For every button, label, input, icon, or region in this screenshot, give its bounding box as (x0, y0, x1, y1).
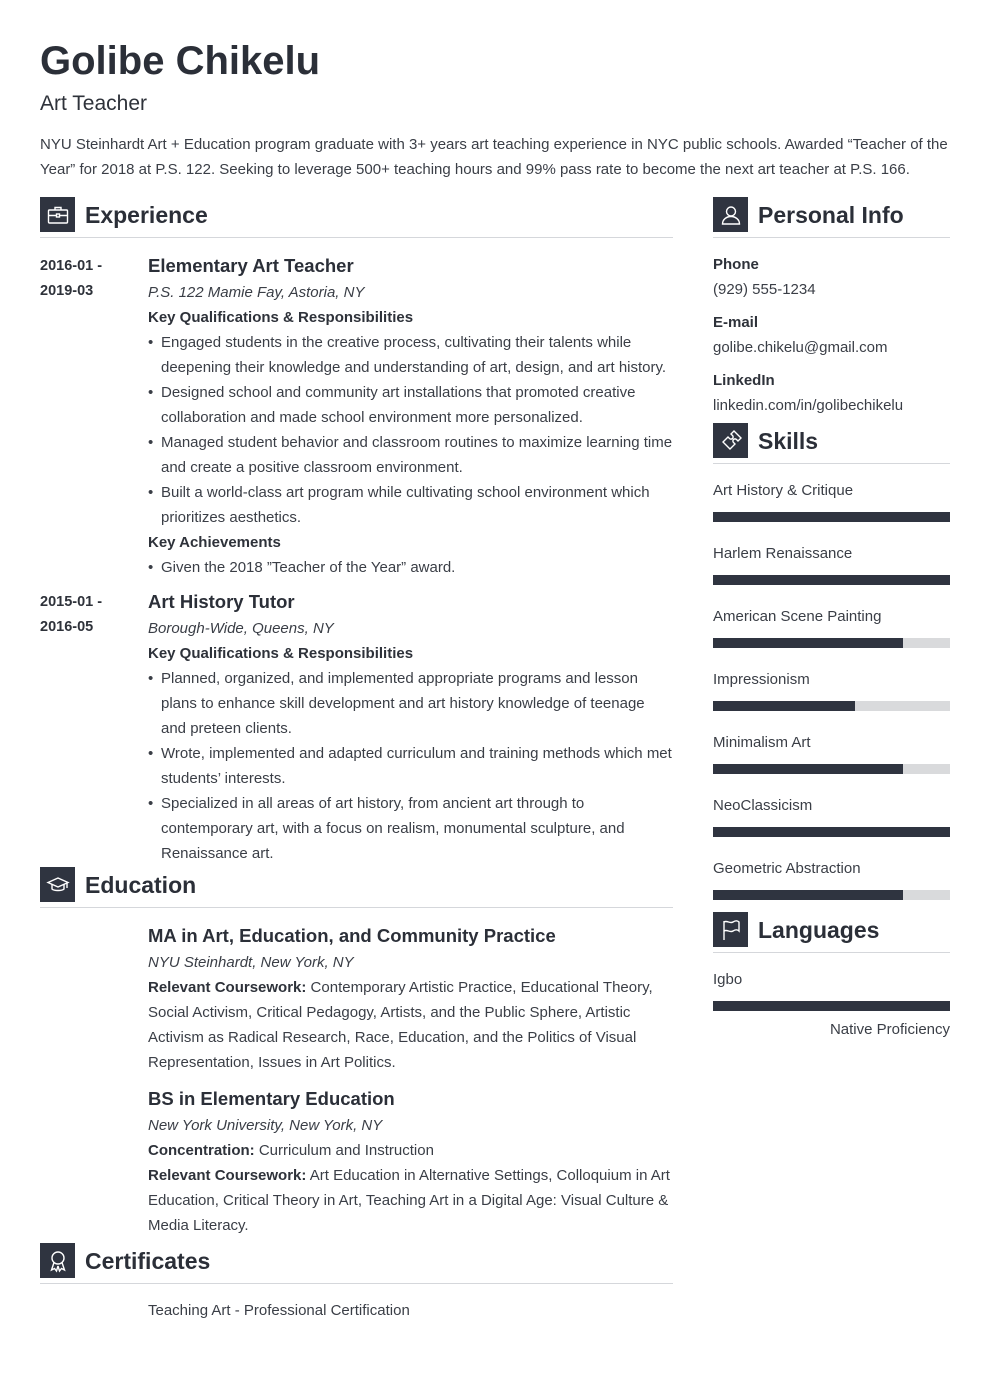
certificates-section-header (40, 1248, 673, 1284)
linkedin-label: LinkedIn (713, 372, 775, 389)
coursework-text: Contemporary Artistic Practice, Educational Theory, Social Activism, Critical Pedagogy, Artists, and the Public Sphere, Artistic Activism as Radical Research, Race, Education, and the Politics of Visual Representation, Issues in Art Politics. (148, 979, 653, 1071)
job-role: Art History Tutor (148, 591, 295, 612)
right-column (713, 202, 950, 1042)
experience-section-header (40, 202, 673, 238)
candidate-name: Golibe Chikelu (40, 39, 321, 83)
language-level-fill (713, 1001, 950, 1011)
entry-dates (40, 588, 148, 866)
date-end: 2016-05 (40, 619, 94, 635)
skill-item (713, 541, 950, 585)
skill-name: Minimalism Art (713, 734, 811, 751)
briefcase-icon (40, 197, 75, 232)
coursework-line (148, 1163, 673, 1238)
qualifications-heading: Key Qualifications & Responsibilities (148, 645, 414, 662)
skill-level-bar (713, 512, 950, 522)
list-item: • Given the 2018 ”Teacher of the Year” award. (148, 555, 673, 580)
phone-value: (929) 555-1234 (713, 281, 816, 298)
left-column (40, 202, 673, 1323)
job-role: Elementary Art Teacher (148, 255, 354, 276)
education-heading: Education (85, 871, 197, 898)
experience-heading: Experience (85, 201, 208, 228)
list-item: • Engaged students in the creative process, cultivating their talents while deepening their knowledge and understanding of art, design, and art history. (148, 330, 673, 380)
skill-name: Art History & Critique (713, 482, 854, 499)
entry-dates (40, 252, 148, 580)
list-item: • Built a world-class art program while cultivating school environment which prioritizes aesthetics. (148, 480, 673, 530)
coursework-label: Relevant Coursework: (148, 979, 307, 996)
list-item: • Wrote, implemented and adapted curriculum and training methods which met students’ interests. (148, 741, 673, 791)
skill-item (713, 604, 950, 648)
skill-name: Geometric Abstraction (713, 860, 861, 877)
skill-level-bar (713, 701, 950, 711)
achievements-heading: Key Achievements (148, 534, 281, 551)
candidate-title: Art Teacher (40, 92, 147, 115)
skill-level-bar (713, 764, 950, 774)
coursework-line (148, 975, 673, 1075)
skill-level-bar (713, 827, 950, 837)
graduation-cap-icon (40, 867, 75, 902)
skill-name: Impressionism (713, 671, 810, 688)
skill-level-bar (713, 638, 950, 648)
linkedin-value: linkedin.com/in/golibechikelu (713, 397, 904, 414)
skill-level-fill (713, 512, 950, 522)
list-item: • Specialized in all areas of art history, from ancient art through to contemporary art, with a focus on realism, monumental sculpture, and Renaissance art. (148, 791, 673, 866)
list-item: • Managed student behavior and classroom routines to maximize learning time and create a positive classroom environment. (148, 430, 673, 480)
date-start: 2016-01 - (40, 258, 103, 274)
responsibility-list (148, 330, 673, 530)
education-entry (148, 1085, 673, 1238)
certificates-heading: Certificates (85, 1247, 211, 1274)
entry-body (148, 252, 673, 580)
skill-name: American Scene Painting (713, 608, 882, 625)
skill-level-bar (713, 575, 950, 585)
phone-label: Phone (713, 256, 759, 273)
achievement-list (148, 555, 673, 580)
skill-item (713, 667, 950, 711)
education-section-header (40, 872, 673, 908)
skill-item (713, 793, 950, 837)
qualifications-heading: Key Qualifications & Responsibilities (148, 309, 414, 326)
coursework-text: Art Education in Alternative Settings, Colloquium in Art Education, Critical Theory in Art, Teaching Art in a Digital Age: Visual Culture & Media Literacy. (148, 1167, 670, 1234)
certificate-item: Teaching Art - Professional Certification (148, 1302, 410, 1319)
summary-text: NYU Steinhardt Art + Education program graduate with 3+ years art teaching experience in NYC public schools. Awarded “Teacher of the Year” for 2018 at P.S. 122. Seeking to leverage 500+ teaching hours and 99% pass rate to become the next art teacher at P.S. 166. (40, 136, 948, 178)
entry-body (148, 588, 673, 866)
language-name: Igbo (713, 971, 743, 988)
job-org: Borough-Wide, Queens, NY (148, 620, 334, 637)
skill-name: NeoClassicism (713, 797, 813, 814)
date-start: 2015-01 - (40, 594, 103, 610)
skill-level-fill (713, 764, 903, 774)
responsibility-list (148, 666, 673, 866)
skill-level-fill (713, 890, 903, 900)
skill-level-fill (713, 827, 950, 837)
list-item: • Planned, organized, and implemented appropriate programs and lesson plans to enhance skill development and art history knowledge of teenage and preteen clients. (148, 666, 673, 741)
language-level-bar (713, 1001, 950, 1011)
personal-info-heading: Personal Info (758, 201, 904, 228)
flag-icon (713, 912, 748, 947)
skill-level-fill (713, 701, 855, 711)
email-value: golibe.chikelu@gmail.com (713, 339, 888, 356)
puzzle-piece-icon (713, 423, 748, 458)
concentration-label: Concentration: (148, 1142, 255, 1159)
skill-name: Harlem Renaissance (713, 545, 853, 562)
email-label: E-mail (713, 314, 759, 331)
skill-level-fill (713, 575, 950, 585)
school-name: NYU Steinhardt, New York, NY (148, 954, 354, 971)
date-end: 2019-03 (40, 283, 94, 299)
skills-list (713, 478, 950, 900)
user-icon (713, 197, 748, 232)
degree-title: MA in Art, Education, and Community Practice (148, 925, 556, 946)
languages-heading: Languages (758, 916, 880, 943)
concentration-line (148, 1138, 673, 1163)
skill-item (713, 730, 950, 774)
experience-entry (40, 252, 673, 580)
job-org: P.S. 122 Mamie Fay, Astoria, NY (148, 284, 365, 301)
list-item: • Designed school and community art installations that promoted creative collaboration and made school environment more personalized. (148, 380, 673, 430)
concentration-text: Curriculum and Instruction (254, 1142, 434, 1159)
skill-item (713, 478, 950, 522)
skills-heading: Skills (758, 427, 819, 454)
personal-info-section-header (713, 202, 950, 238)
skill-level-fill (713, 638, 903, 648)
skill-item (713, 856, 950, 900)
skills-section-header (713, 428, 950, 464)
education-entry (148, 922, 673, 1075)
school-name: New York University, New York, NY (148, 1117, 383, 1134)
skill-level-bar (713, 890, 950, 900)
coursework-label: Relevant Coursework: (148, 1167, 307, 1184)
degree-title: BS in Elementary Education (148, 1088, 395, 1109)
languages-section-header (713, 917, 950, 953)
award-ribbon-icon (40, 1243, 75, 1278)
language-proficiency: Native Proficiency (829, 1021, 950, 1038)
experience-entry (40, 588, 673, 866)
